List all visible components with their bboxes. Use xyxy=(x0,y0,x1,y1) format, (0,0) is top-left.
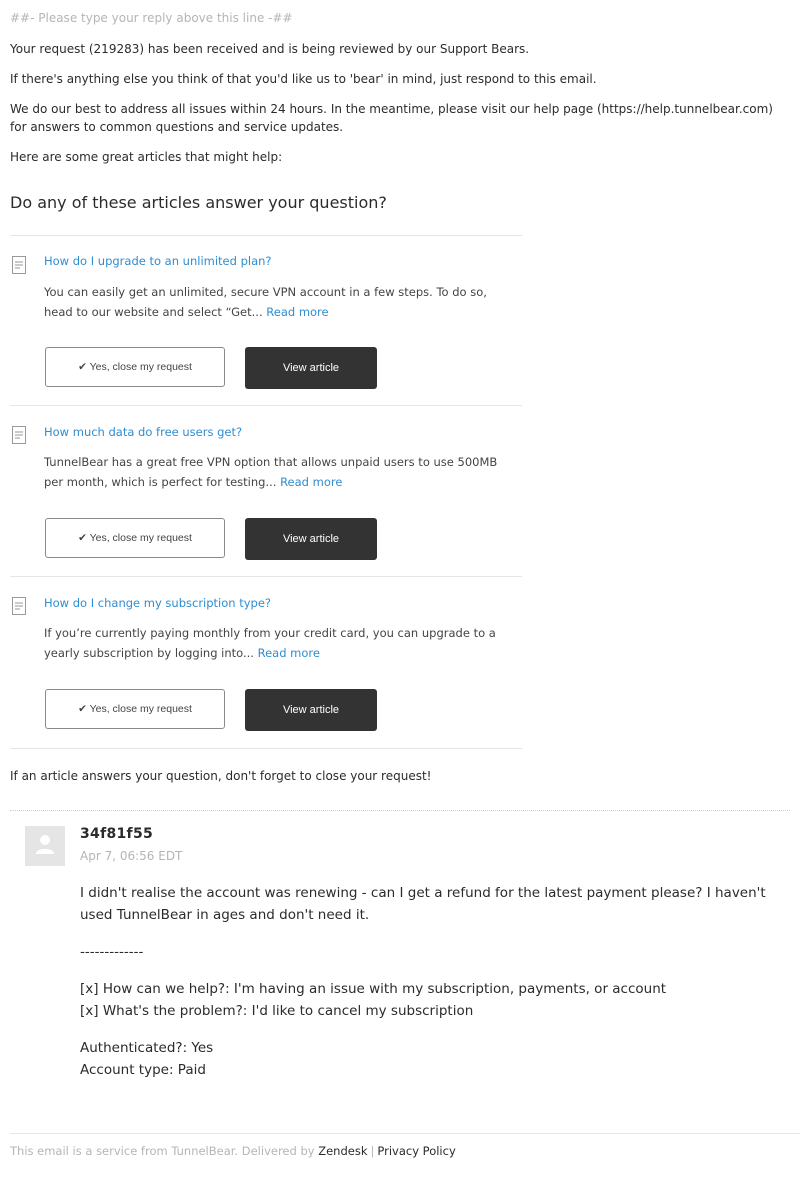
read-more-link[interactable]: Read more xyxy=(280,475,343,489)
footer xyxy=(10,1144,456,1158)
privacy-policy-link[interactable]: Privacy Policy xyxy=(377,1144,456,1158)
zendesk-link[interactable]: Zendesk xyxy=(318,1144,368,1158)
view-article-button[interactable]: View article xyxy=(245,518,377,560)
yes-close-request-button[interactable]: ✔ Yes, close my request xyxy=(45,347,225,387)
avatar xyxy=(25,826,65,866)
article-title-link[interactable]: How do I upgrade to an unlimited plan? xyxy=(44,254,272,268)
read-more-link[interactable]: Read more xyxy=(266,305,329,319)
read-more-link[interactable]: Read more xyxy=(257,646,320,660)
articles-heading: Do any of these articles answer your question? xyxy=(10,193,387,212)
section-divider xyxy=(10,810,790,811)
comment-field-problem: [x] What's the problem?: I'd like to cancel my subscription xyxy=(80,1003,474,1019)
comment-field-authenticated: Authenticated?: Yes xyxy=(80,1040,214,1056)
help-page-paragraph: We do our best to address all issues within 24 hours. In the meantime, please visit our help page (https://help.tunnelbear.com) for answers to common questions and service updates. xyxy=(10,102,773,134)
article-excerpt xyxy=(44,452,514,492)
reply-line: ##- Please type your reply above this line -## xyxy=(10,11,293,25)
footer-divider xyxy=(10,1133,800,1134)
document-icon xyxy=(12,426,26,444)
user-silhouette-icon xyxy=(25,826,65,866)
footer-text: This email is a service from TunnelBear. Delivered by xyxy=(10,1144,315,1158)
received-paragraph: Your request (219283) has been received and is being reviewed by our Support Bears. xyxy=(10,42,530,56)
article-card xyxy=(10,235,522,406)
view-article-button[interactable]: View article xyxy=(245,689,377,731)
article-excerpt xyxy=(44,282,514,322)
articles-intro: Here are some great articles that might help: xyxy=(10,150,283,164)
comment-body: I didn't realise the account was renewing - can I get a refund for the latest payment please? I haven't used TunnelBear in ages and don't need it. xyxy=(80,885,766,923)
comment-field-account-type: Account type: Paid xyxy=(80,1062,206,1078)
close-request-reminder: If an article answers your question, don't forget to close your request! xyxy=(10,769,432,783)
document-icon xyxy=(12,256,26,274)
article-excerpt-text: You can easily get an unlimited, secure VPN account in a few steps. To do so, head to our website and select “Get... xyxy=(44,285,487,319)
comment-date: Apr 7, 06:56 EDT xyxy=(80,849,183,863)
yes-close-request-button[interactable]: ✔ Yes, close my request xyxy=(45,689,225,729)
document-icon xyxy=(12,597,26,615)
article-excerpt xyxy=(44,623,514,663)
article-excerpt-text: TunnelBear has a great free VPN option that allows unpaid users to use 500MB per month, which is perfect for testing... xyxy=(44,455,498,489)
comment-field-help: [x] How can we help?: I'm having an issue with my subscription, payments, or account xyxy=(80,981,667,997)
article-excerpt-text: If you’re currently paying monthly from your credit card, you can upgrade to a yearly subscription by logging into... xyxy=(44,626,496,660)
footer-separator: | xyxy=(370,1144,375,1158)
article-card xyxy=(10,405,522,577)
article-card xyxy=(10,576,522,749)
bear-in-mind-paragraph: If there's anything else you think of that you'd like us to 'bear' in mind, just respond to this email. xyxy=(10,72,597,86)
article-title-link[interactable]: How do I change my subscription type? xyxy=(44,596,272,610)
view-article-button[interactable]: View article xyxy=(245,347,377,389)
yes-close-request-button[interactable]: ✔ Yes, close my request xyxy=(45,518,225,558)
comment-divider: ------------- xyxy=(80,944,144,960)
article-title-link[interactable]: How much data do free users get? xyxy=(44,425,243,439)
comment-author: 34f81f55 xyxy=(80,826,154,842)
